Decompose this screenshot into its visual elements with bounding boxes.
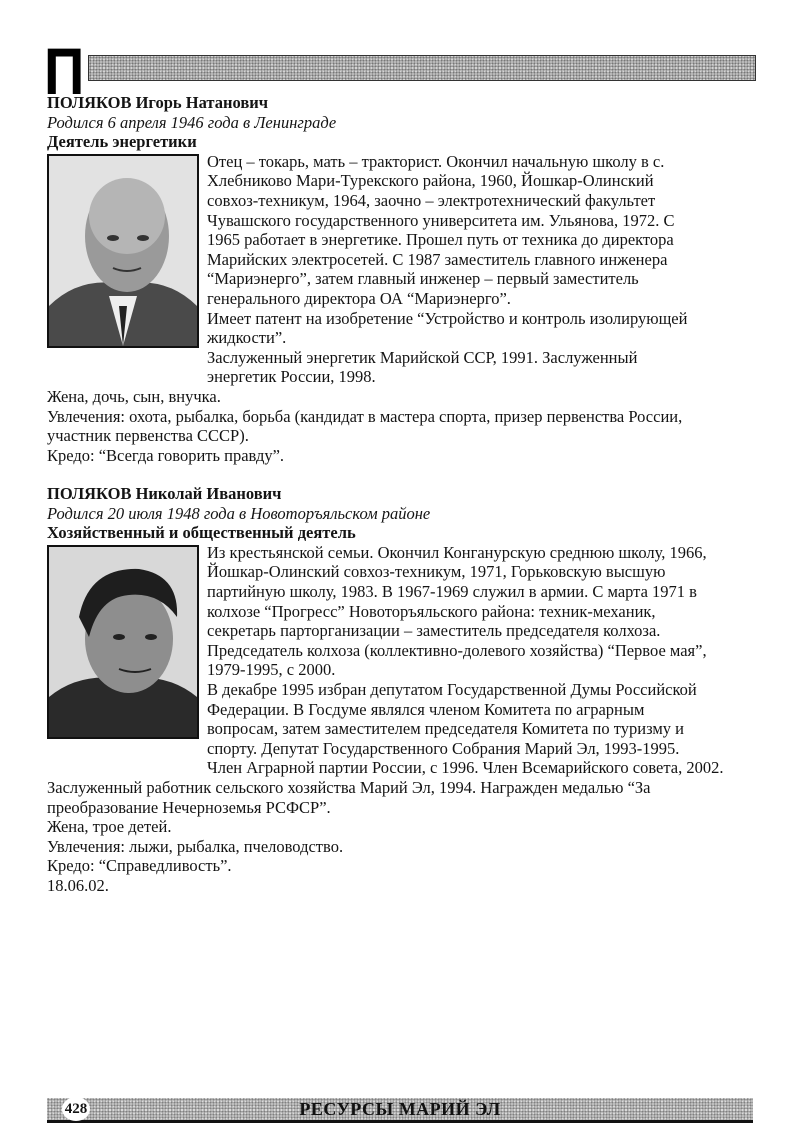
bio-line: преобразование Нечерноземья РСФСР”. [47,797,331,817]
person-name: ПОЛЯКОВ Николай Иванович [47,484,282,503]
bio-line: совхоз-техникум, 1964, заочно – электротехнический факультет [207,190,656,210]
bio-line: Кредо: “Справедливость”. [47,856,232,876]
portrait-image [49,547,197,737]
bio-line: Марийских электросетей. С 1987 заместитель главного инженера [207,249,668,269]
bio-line: Йошкар-Олинский совхоз-техникум, 1971, Горьковскую высшую [207,562,666,582]
occupation: Хозяйственный и общественный деятель [47,523,356,543]
bio-line: колхозе “Прогресс” Новоторъяльского района: техник-механик, [207,601,656,621]
person-name: ПОЛЯКОВ Игорь Натанович [47,93,269,112]
bio-line: партийную школу, 1983. В 1967-1969 служил в армии. С марта 1971 в [207,581,697,601]
bio-line: Имеет патент на изобретение “Устройство и контроль изолирующей [207,308,688,328]
birth-info: Родился 6 апреля 1946 года в Ленинграде [47,112,337,132]
portrait-image [49,156,197,346]
bio-line: генерального директора ОА “Мариэнерго”. [207,288,511,308]
bio-line: Отец – токарь, мать – тракторист. Окончил начальную школу в с. [207,151,665,171]
bio-line: участник первенства СССР). [47,426,249,446]
bio-line: Из крестьянской семьи. Окончил Конганурскую среднюю школу, 1966, [207,542,707,562]
biography-entry [47,484,759,895]
biography-entry [47,93,759,465]
bio-line: Хлебниково Мари-Турекского района, 1960, Йошкар-Олинский [207,171,654,191]
section-letter: П [44,34,85,108]
bio-line: Жена, трое детей. [47,817,172,837]
header-bar [88,55,756,81]
bio-line: энергетик России, 1998. [207,367,376,387]
occupation: Деятель энергетики [47,132,197,152]
bio-line: “Мариэнерго”, затем главный инженер – первый заместитель [207,269,639,289]
bio-line: Член Аграрной партии России, с 1996. Член Всемарийского совета, 2002. [207,758,724,778]
bio-line: секретарь парторганизации – заместитель председателя колхоза. [207,621,661,641]
bio-line: Жена, дочь, сын, внучка. [47,386,221,406]
bio-line: спорту. Депутат Государственного Собрания Марий Эл, 1993-1995. [207,738,680,758]
bio-line: 1979-1995, с 2000. [207,660,336,680]
bio-line: жидкости”. [207,328,287,348]
birth-info: Родился 20 июля 1948 года в Новоторъяльском районе [47,503,431,523]
bio-line: Федерации. В Госдуме являлся членом Комитета по аграрным [207,699,645,719]
page-number: 428 [62,1097,90,1121]
bio-line: Чувашского государственного университета им. Ульянова, 1972. С [207,210,675,230]
bio-line: Заслуженный работник сельского хозяйства Марий Эл, 1994. Награжден медалью “За [47,777,651,797]
bio-line: Увлечения: лыжи, рыбалка, пчеловодство. [47,836,344,856]
portrait-photo [47,545,199,739]
publication-title: РЕСУРСЫ МАРИЙ ЭЛ [299,1099,501,1119]
bio-line: Председатель колхоза (коллективно-долевого хозяйства) “Первое мая”, [207,640,707,660]
page-footer [47,1098,753,1123]
bio-line: В декабре 1995 избран депутатом Государственной Думы Российской [207,679,697,699]
bio-line: 18.06.02. [47,875,109,895]
bio-line: Кредо: “Всегда говорить правду”. [47,445,285,465]
bio-line: Заслуженный энергетик Марийской ССР, 1991. Заслуженный [207,347,638,367]
portrait-photo [47,154,199,348]
bio-line: вопросам, затем заместителем председателя Комитета по туризму и [207,719,684,739]
bio-line: Увлечения: охота, рыбалка, борьба (кандидат в мастера спорта, призер первенства России, [47,406,683,426]
bio-line: 1965 работает в энергетике. Прошел путь от техника до директора [207,230,674,250]
